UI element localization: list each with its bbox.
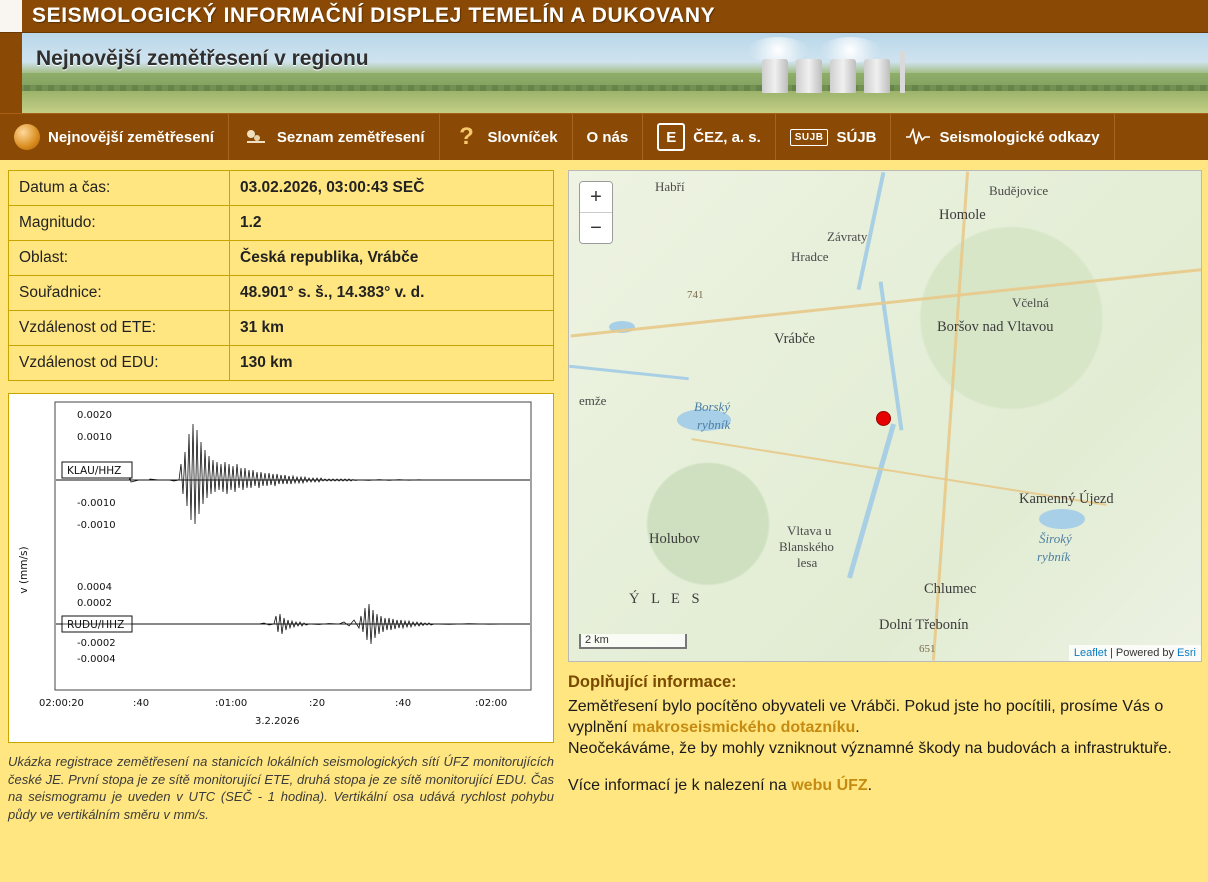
esri-link[interactable]: Esri <box>1177 647 1196 659</box>
map-label: Včelná <box>1012 295 1049 310</box>
nav-label: Nejnovější zemětřesení <box>48 128 214 146</box>
row-value: 130 km <box>230 346 554 381</box>
nav-item-earthquake-list[interactable] <box>229 114 440 160</box>
svg-text::40: :40 <box>395 698 412 709</box>
row-value: 03.02.2026, 03:00:43 SEČ <box>230 171 554 206</box>
nav-label: SÚJB <box>836 128 877 146</box>
map-label: Dolní Třebonín <box>879 617 969 633</box>
map-label: emže <box>579 393 607 408</box>
nav-item-seismological-links[interactable] <box>891 114 1114 160</box>
waveform-icon <box>905 124 931 150</box>
row-value: Česká republika, Vrábče <box>230 241 554 276</box>
svg-text:0.0020: 0.0020 <box>77 410 112 421</box>
additional-information <box>568 672 1200 796</box>
map-label: Závraty <box>827 229 868 244</box>
table-row <box>9 206 554 241</box>
additional-heading: Doplňující informace: <box>568 673 737 691</box>
river <box>569 365 689 381</box>
map-zoom-control[interactable] <box>579 181 613 244</box>
row-key: Vzdálenost od EDU: <box>9 346 230 381</box>
nav-label: ČEZ, a. s. <box>693 128 761 146</box>
row-key: Oblast: <box>9 241 230 276</box>
main-content <box>0 160 1208 850</box>
row-key: Datum a čas: <box>9 171 230 206</box>
cooling-tower-icon <box>762 59 788 93</box>
hero-banner <box>0 33 1208 113</box>
attribution-separator: | Powered by <box>1106 647 1178 659</box>
table-row <box>9 311 554 346</box>
row-value: 31 km <box>230 311 554 346</box>
map-label: Blanského <box>779 539 834 554</box>
map-scale-bar: 2 km <box>579 634 687 649</box>
hero-left-band <box>0 33 22 113</box>
nav-item-about-us[interactable] <box>573 114 644 160</box>
table-row <box>9 241 554 276</box>
row-key: Souřadnice: <box>9 276 230 311</box>
app-title-bar <box>0 0 1208 33</box>
table-row <box>9 276 554 311</box>
cez-logo-icon: E <box>657 123 685 151</box>
svg-text:0.0002: 0.0002 <box>77 598 112 609</box>
map-label: Vltava u <box>787 523 832 538</box>
lake <box>1039 509 1085 529</box>
main-navigation <box>0 113 1208 160</box>
macroseismic-questionnaire-link[interactable]: makroseismického dotazníku <box>632 718 856 736</box>
nav-item-latest-earthquake[interactable] <box>0 114 229 160</box>
title-accent-block <box>0 0 22 32</box>
map-label: Kamenný Újezd <box>1019 491 1114 507</box>
row-value: 1.2 <box>230 206 554 241</box>
epicenter-marker[interactable] <box>876 411 891 426</box>
nav-item-sujb[interactable] <box>776 114 892 160</box>
paragraph-1-text-b: . <box>855 718 860 736</box>
svg-text:0.0004: 0.0004 <box>77 582 112 593</box>
row-key: Magnitudo: <box>9 206 230 241</box>
map-label: Holubov <box>649 531 700 547</box>
nav-label: Seznam zemětřesení <box>276 128 425 146</box>
chimney-icon <box>900 51 905 93</box>
leaflet-link[interactable]: Leaflet <box>1073 647 1107 659</box>
nav-label: Slovníček <box>487 128 558 146</box>
svg-text:v (mm/s): v (mm/s) <box>18 546 30 594</box>
sujb-logo-icon: SUJB <box>790 129 829 146</box>
svg-text::02:00: :02:00 <box>475 698 508 709</box>
map-label: Hradce <box>791 249 829 264</box>
nav-item-glossary[interactable] <box>440 114 573 160</box>
circle-globe-icon <box>14 124 40 150</box>
left-column <box>8 170 554 850</box>
svg-text:0.0010: 0.0010 <box>77 432 112 443</box>
ufz-web-link[interactable]: webu ÚFZ <box>791 777 868 795</box>
map-label: Habří <box>655 179 685 194</box>
cooling-tower-icon <box>830 59 856 93</box>
hero-field <box>0 91 1208 113</box>
cooling-tower-icon <box>796 59 822 93</box>
right-column <box>568 170 1200 850</box>
map-label: 741 <box>687 289 704 301</box>
map-label: lesa <box>797 555 818 570</box>
map-label: rybník <box>1037 549 1071 564</box>
nav-item-cez[interactable] <box>643 114 776 160</box>
map-label: Homole <box>939 207 986 223</box>
row-value: 48.901° s. š., 14.383° v. d. <box>230 276 554 311</box>
map-label: Chlumec <box>924 581 977 597</box>
list-icon <box>243 124 269 150</box>
svg-text:3.2.2026: 3.2.2026 <box>255 716 300 727</box>
svg-text:-0.0002: -0.0002 <box>77 638 116 649</box>
additional-paragraph-1 <box>568 696 1200 738</box>
svg-text::40: :40 <box>133 698 150 709</box>
svg-text:-0.0010: -0.0010 <box>77 498 116 509</box>
svg-text:KLAU/HHZ: KLAU/HHZ <box>67 465 122 477</box>
map-label: 651 <box>919 643 936 655</box>
svg-text:02:00:20: 02:00:20 <box>39 698 84 709</box>
table-row <box>9 171 554 206</box>
map-label: Borský <box>694 399 731 414</box>
additional-paragraph-2: Neočekáváme, že by mohly vzniknout významné škody na budovách a infrastruktuře. <box>568 739 1172 757</box>
earthquake-map[interactable] <box>568 170 1202 662</box>
map-attribution <box>1069 645 1201 661</box>
paragraph-3-text-b: . <box>867 777 873 795</box>
additional-paragraph-3 <box>568 775 1200 796</box>
map-label: Ý L E S <box>629 591 704 607</box>
map-label: Vrábče <box>774 331 815 347</box>
zoom-in-button[interactable]: + <box>580 182 612 212</box>
map-label: rybník <box>697 417 731 432</box>
table-row <box>9 346 554 381</box>
svg-text:-0.0010: -0.0010 <box>77 520 116 531</box>
question-mark-icon: ? <box>459 123 474 150</box>
svg-text:RUDU/HHZ: RUDU/HHZ <box>67 619 125 631</box>
river <box>847 423 896 578</box>
hero-subtitle: Nejnovější zemětřesení v regionu <box>36 47 369 70</box>
svg-text::20: :20 <box>309 698 326 709</box>
map-label: Budějovice <box>989 183 1049 198</box>
svg-text:-0.0004: -0.0004 <box>77 654 116 665</box>
cooling-tower-icon <box>864 59 890 93</box>
seismogram-caption: Ukázka registrace zemětřesení na stanicích lokálních seismologických sítí ÚFZ monitorujících české JE. První stopa je ze sítě monitorující ETE, druhá stopa je ze sítě monitorující EDU. Čas na seismogramu je uveden v UTC (SEČ - 1 hodina). Vertikální osa udává rychlost pohybu půdy ve vertikálním směru v mm/s. <box>8 754 554 822</box>
seismogram-plot <box>8 393 554 743</box>
svg-text::01:00: :01:00 <box>215 698 248 709</box>
earthquake-info-table <box>8 170 554 381</box>
map-label: Široký <box>1039 531 1072 546</box>
paragraph-1-text-a: Zemětřesení bylo pocítěno obyvateli ve Vrábči. Pokud jste ho pocítili, prosíme Vás o vyplnění <box>568 697 1164 736</box>
nav-label: Seismologické odkazy <box>939 128 1100 146</box>
map-label: Boršov nad Vltavou <box>937 319 1054 335</box>
row-key: Vzdálenost od ETE: <box>9 311 230 346</box>
nav-label: O nás <box>586 128 629 146</box>
zoom-out-button[interactable]: − <box>580 212 612 243</box>
paragraph-3-text-a: Více informací je k nalezení na <box>568 777 792 795</box>
page-title: SEISMOLOGICKÝ INFORMAČNÍ DISPLEJ TEMELÍN A DUKOVANY <box>32 4 716 27</box>
